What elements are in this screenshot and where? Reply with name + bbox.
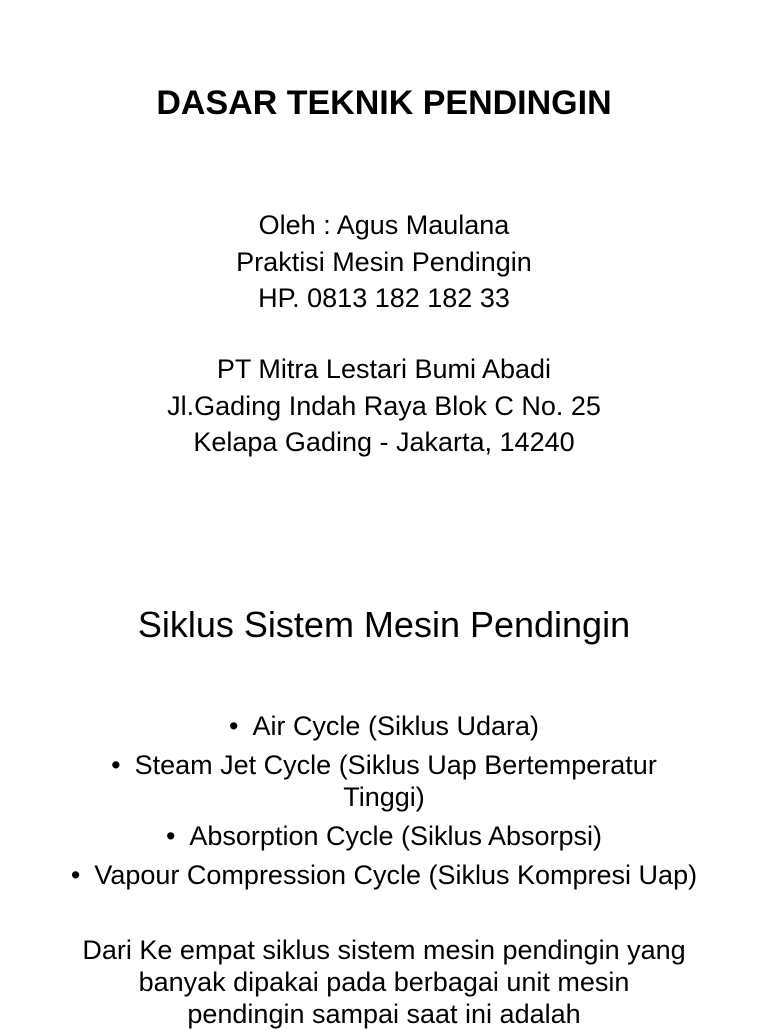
summary-first-line: Dari Ke empat siklus sistem mesin pendingin yang: [82, 935, 686, 965]
list-item: [64, 859, 704, 891]
author-info: [0, 207, 768, 317]
author-name: Oleh : Agus Maulana: [258, 210, 510, 240]
bullet-icon: •: [70, 860, 81, 890]
company-city: Kelapa Gading - Jakarta, 14240: [193, 427, 575, 457]
bullet-icon: •: [165, 821, 176, 851]
company-address: Jl.Gading Indah Raya Blok C No. 25: [167, 390, 601, 421]
list-item-text: Vapour Compression Cycle (Siklus Kompresi Uap): [94, 860, 698, 890]
slide-2: [0, 560, 768, 1029]
list-item: [0, 710, 768, 742]
bullet-icon: •: [111, 750, 121, 780]
cycle-list: [0, 710, 768, 898]
summary-continuation: banyak dipakai pada berbagai unit mesin pendingin sampai saat ini adalah: [138, 967, 630, 1029]
slide-1-title: DASAR TEKNIK PENDINGIN: [156, 84, 612, 122]
company-name: PT Mitra Lestari Bumi Abadi: [216, 354, 552, 384]
summary-paragraph: [0, 934, 768, 1030]
list-item-text: Air Cycle (Siklus Udara): [252, 711, 539, 741]
author-role: Praktisi Mesin Pendingin: [236, 246, 532, 277]
list-item-text: Steam Jet Cycle (Siklus Uap Bertemperatur Tinggi): [134, 750, 657, 812]
list-item-text: Absorption Cycle (Siklus Absorpsi): [189, 821, 603, 851]
bullet-icon: •: [228, 711, 239, 741]
list-item: [74, 749, 694, 813]
slide-2-title: Siklus Sistem Mesin Pendingin: [137, 604, 631, 645]
company-info: [0, 351, 768, 461]
author-phone: HP. 0813 182 182 33: [258, 283, 510, 313]
list-item: [0, 820, 768, 852]
